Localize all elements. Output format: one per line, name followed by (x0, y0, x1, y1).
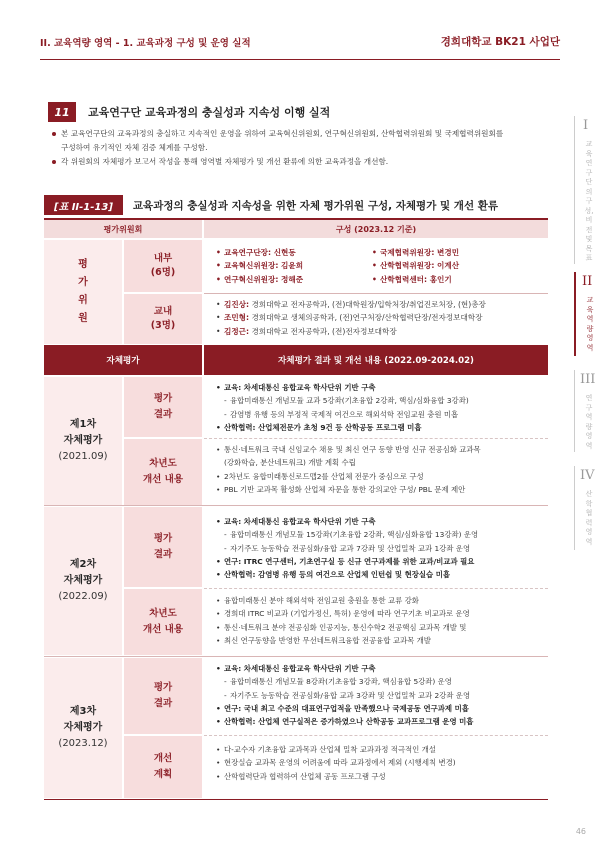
divider (204, 588, 548, 589)
table-caption: 교육과정의 충실성과 지속성을 위한 자체 평가위원 구성, 자체평가 및 개선 환류 (132, 199, 499, 212)
header-section: II. 교육역량 영역 - 1. 교육과정 구성 및 운영 실적 (40, 38, 251, 49)
section-heading: 교육연구단 교육과정의 충실성과 지속성 이행 실적 (88, 106, 331, 119)
round-2-improve-label: 차년도 개선 내용 (124, 589, 202, 655)
section-number: 11 (48, 102, 76, 122)
internal-members-left: • 교육연구단장: 신현동 • 교육혁신위원장: 김윤희 • 연구혁신위원장: 정해준 (216, 246, 376, 286)
eval-result-header: 자체평가 결과 및 개선 내용 (2022.09-2024.02) (204, 345, 548, 375)
round-1-result-label: 평가 결과 (124, 377, 202, 437)
round-3-label: 제3차 자체평가 (2023.12) (44, 658, 122, 798)
round-2-result-label: 평가 결과 (124, 507, 202, 587)
round-2-result: • 교육: 차세대통신 융합교육 학사단위 기반 구축 - 융합미래통신 개념모듈 15강좌(기초융합 2강좌, 핵심/심화융합 13강좌) 운영 - 자기주도 능동학습 전공심화/융합 교과 7강좌 및 산업밀착 교과 1강좌 운영 • 연구: ITRC 연구센터, 기초연구실 등 신규 연구과제를 위한 교과/비교과 필요 • 산학협력: 감염병 유행 등의 여건으로 산업체 인턴쉽 및 현장실습 미흡 (216, 515, 546, 581)
divider (44, 656, 548, 657)
sidebar-tab-2[interactable]: II 교육역량영역 (574, 272, 600, 356)
sidebar-tab-3[interactable]: III 연구역량영역 (574, 370, 600, 452)
round-3-improve-label: 개선 계획 (124, 736, 202, 798)
internal-label: 내부 (6명) (124, 240, 202, 292)
header-org: 경희대학교 BK21 사업단 (440, 36, 560, 48)
campus-members: • 김진상: 경희대학교 전자공학과, (전)대학원장/입학처장/취업진로처장, (현)총장 • 조민형: 경희대학교 생체의공학과, (전)연구처장/산학협력단장/전자정보대학장 • 김정근: 경희대학교 전자공학과, (전)전자정보대학장 (216, 298, 546, 338)
committee-header: 평가위원회 (44, 220, 202, 238)
round-3-result-label: 평가 결과 (124, 658, 202, 734)
intro-bullets (52, 127, 542, 169)
divider (204, 735, 548, 736)
committee-label: 평 가 위 원 (44, 240, 122, 344)
eval-header: 자체평가 (44, 345, 202, 375)
sidebar-tab-4[interactable]: IV 산학협력영역 (574, 466, 600, 550)
table-top-rule (44, 218, 548, 220)
round-1-improve: • 통신·네트워크 국내 신임교수 채용 및 최신 연구 동향 반영 신규 전공심화 교과목 (강화학습, 분산네트워크) 개발 계획 수립 • 2차년도 융합미래통신로드맵2를 산업체 전문가 중심으로 구성 • PBL 기반 교과목 활성화 산업체 자문을 통한 강의교안 구성/ PBL 문제 제안 (216, 443, 546, 496)
intro-bullet: 본 교육연구단의 교육과정의 충실하고 지속적인 운영을 위하여 교육혁신위원회, 연구혁신위원회, 산학협력위원회 및 국제협력위원회를 (52, 127, 542, 141)
round-2-improve: • 융합미래통신 분야 해외석학 전임교원 충원을 통한 교류 강화 • 경희대 ITRC 비교과 (기업가정신, 특허) 운영에 따라 연구기초 비교과로 운영 • 통신·네트워크 분야 전공심화 인공지능, 통신수학2 전공핵심 교과목 개발 및 • 최신 연구동향을 반영한 무선네트워크융합 전공융합 교과목 개발 (216, 594, 546, 647)
divider (204, 438, 548, 439)
table-title (44, 194, 498, 216)
round-1-label: 제1차 자체평가 (2021.09) (44, 377, 122, 505)
round-3-improve: • 다-교수자 기초융합 교과목과 산업체 밀착 교과과정 적극적인 개설 • 현장실습 교과목 운영의 어려움에 따라 교과정에서 제외 (시행세칙 변경) • 산학협력단과 협력하여 산업체 공동 프로그램 구성 (216, 743, 546, 783)
intro-bullet-cont: 구성하여 유기적인 자체 검증 체계를 구성함. (61, 143, 208, 152)
internal-members-right: • 국제협력위원장: 변경민 • 산학협력위원장: 이계산 • 산학협력센터: 홍인기 (372, 246, 542, 286)
table-bottom-rule (44, 799, 548, 800)
page-header (40, 30, 560, 60)
section-title (48, 102, 330, 122)
divider (204, 293, 548, 294)
table-tag: [표 II-1-13] (44, 195, 123, 215)
round-3-result: • 교육: 차세대통신 융합교육 학사단위 기반 구축 - 융합미래통신 개념모듈 8강좌(기초융합 3강좌, 핵심융합 5강좌) 운영 - 자기주도 능동학습 전공심화/융합 교과 3강좌 및 산업밀착 교과 2강좌 운영 • 연구: 국내 최고 수준의 대표연구업적을 만족했으나 국제공동 연구과제 미흡 • 산학협력: 산업체 연구실적은 증가하였으나 산학공동 교과프로그램 운영 미흡 (216, 662, 546, 728)
composition-header: 구성 (2023.12 기준) (204, 220, 548, 238)
round-1-improve-label: 차년도 개선 내용 (124, 439, 202, 505)
round-2-label: 제2차 자체평가 (2022.09) (44, 507, 122, 655)
page-number: 46 (575, 827, 586, 836)
divider (44, 505, 548, 506)
sidebar-tab-1[interactable]: I 교육연구단의구성,비전및목표 (574, 116, 600, 264)
intro-bullet: 각 위원회의 자체평가 보고서 작성을 통해 영역별 자체평가 및 개선 환류에 의한 교육과정을 개선함. (52, 155, 542, 169)
round-1-result: • 교육: 차세대통신 융합교육 학사단위 기반 구축 - 융합미래통신 개념모듈 교과 5강좌(기초융합 2강좌, 핵심/심화융합 3강좌) - 감염병 유행 등의 부정적 국제적 여건으로 해외석학 전임교원 충원 미흡 • 산학협력: 산업체전문가 초청 9건 등 산학공동 프로그램 미흡 (216, 381, 546, 434)
campus-label: 교내 (3명) (124, 294, 202, 344)
